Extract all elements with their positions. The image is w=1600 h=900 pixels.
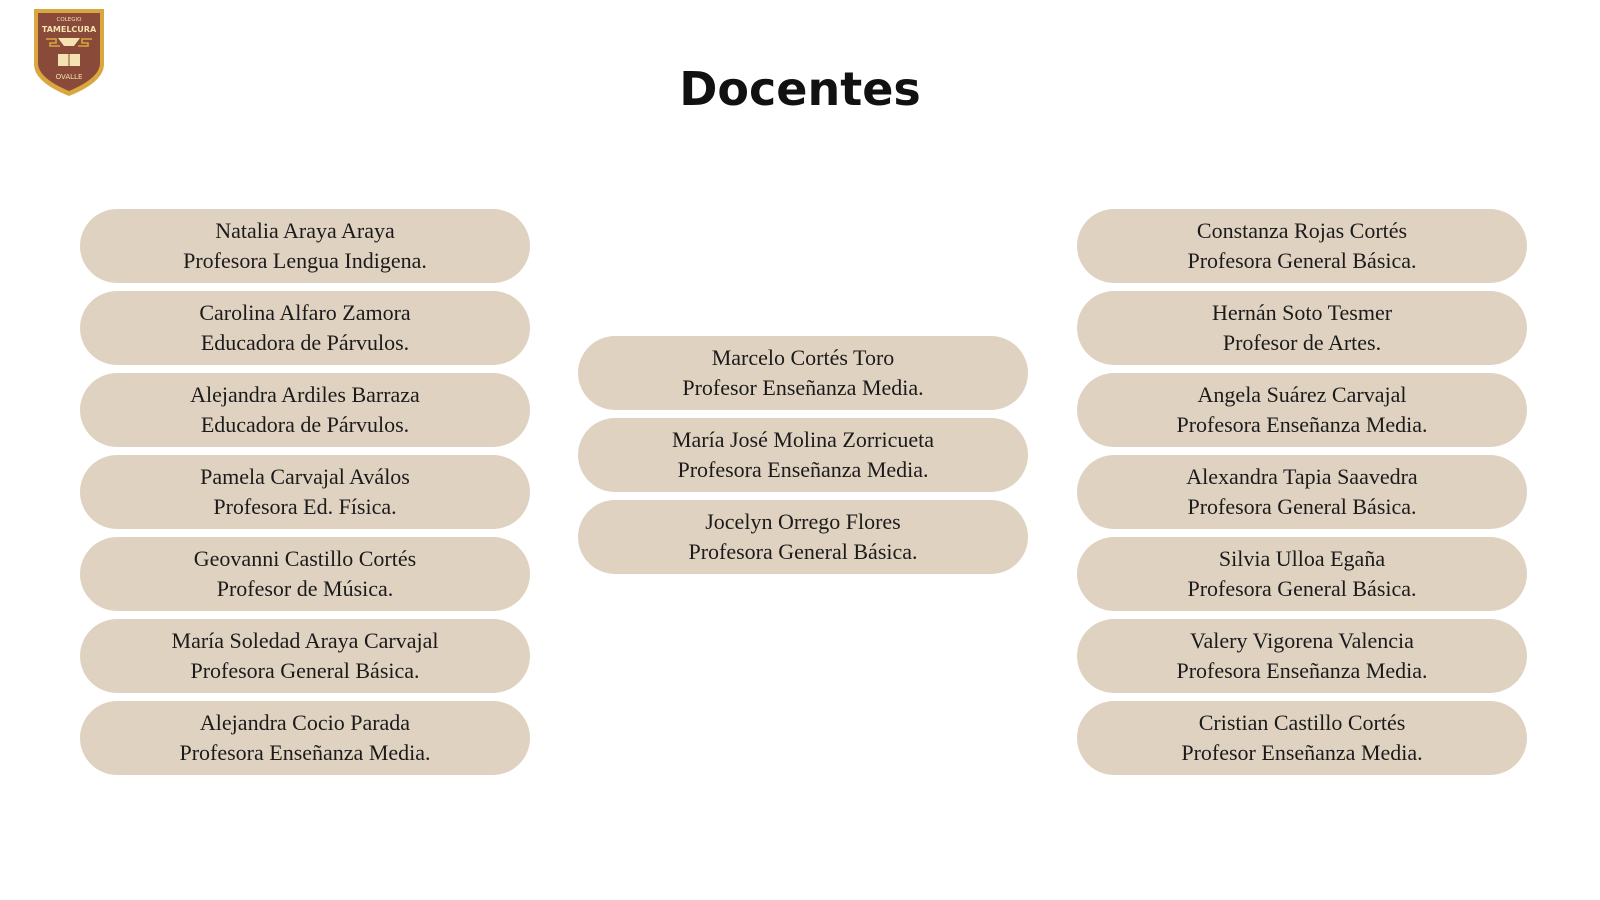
crest-bottom-text: OVALLE [55, 73, 83, 81]
teacher-role: Profesora General Básica. [1187, 494, 1417, 519]
teacher-role: Profesora General Básica. [190, 658, 420, 683]
teacher-name: Carolina Alfaro Zamora [199, 300, 411, 325]
teacher-role: Profesora Enseñanza Media. [179, 740, 431, 765]
teacher-card [1077, 291, 1527, 365]
teacher-role: Educadora de Párvulos. [200, 412, 410, 437]
teacher-card [80, 619, 530, 693]
teacher-card [578, 500, 1028, 574]
teacher-role: Profesor de Artes. [1222, 330, 1382, 355]
teacher-column-center [578, 336, 1028, 582]
teacher-name: Jocelyn Orrego Flores [705, 509, 901, 534]
teacher-column-left [80, 209, 530, 783]
teacher-name: Silvia Ulloa Egaña [1218, 546, 1386, 571]
teacher-name: María José Molina Zorricueta [671, 427, 935, 452]
crest-top-text: COLEGIO [56, 17, 82, 23]
teacher-card [80, 455, 530, 529]
teacher-role: Profesor Enseñanza Media. [682, 375, 924, 400]
teacher-role: Profesora Lengua Indigena. [183, 248, 427, 273]
teacher-role: Profesora Enseñanza Media. [1176, 658, 1428, 683]
page-title: Docentes [679, 62, 921, 116]
teacher-role: Profesora General Básica. [688, 539, 918, 564]
teacher-name: Alexandra Tapia Saavedra [1186, 464, 1418, 489]
teacher-card [80, 701, 530, 775]
teacher-name: Marcelo Cortés Toro [711, 345, 895, 370]
teacher-column-right [1077, 209, 1527, 783]
teacher-name: Valery Vigorena Valencia [1190, 628, 1414, 653]
teacher-name: Alejandra Ardiles Barraza [190, 382, 420, 407]
teacher-card [1077, 455, 1527, 529]
teacher-role: Profesora Enseñanza Media. [1176, 412, 1428, 437]
teacher-role: Profesor Enseñanza Media. [1181, 740, 1423, 765]
teacher-name: Natalia Araya Araya [215, 218, 395, 243]
teacher-role: Profesora General Básica. [1187, 248, 1417, 273]
teacher-name: María Soledad Araya Carvajal [171, 628, 439, 653]
teacher-name: Cristian Castillo Cortés [1198, 710, 1406, 735]
teacher-card [1077, 373, 1527, 447]
teacher-role: Profesora Enseñanza Media. [677, 457, 929, 482]
teacher-card [1077, 537, 1527, 611]
teacher-name: Constanza Rojas Cortés [1196, 218, 1408, 243]
teacher-card [578, 418, 1028, 492]
teacher-name: Alejandra Cocio Parada [199, 710, 411, 735]
teacher-card [80, 209, 530, 283]
teacher-card [80, 537, 530, 611]
teacher-role: Educadora de Párvulos. [200, 330, 410, 355]
crest-name-text: TAMELCURA [41, 25, 97, 34]
teacher-card [1077, 701, 1527, 775]
teacher-role: Profesora Ed. Física. [213, 494, 397, 519]
teacher-role: Profesora General Básica. [1187, 576, 1417, 601]
teacher-name: Angela Suárez Carvajal [1197, 382, 1407, 407]
teacher-name: Geovanni Castillo Cortés [193, 546, 417, 571]
teacher-card [80, 373, 530, 447]
teacher-name: Hernán Soto Tesmer [1211, 300, 1393, 325]
teacher-name: Pamela Carvajal Aválos [200, 464, 410, 489]
teacher-card [1077, 619, 1527, 693]
teacher-role: Profesor de Música. [216, 576, 394, 601]
teacher-card [80, 291, 530, 365]
teacher-card [578, 336, 1028, 410]
teacher-card [1077, 209, 1527, 283]
